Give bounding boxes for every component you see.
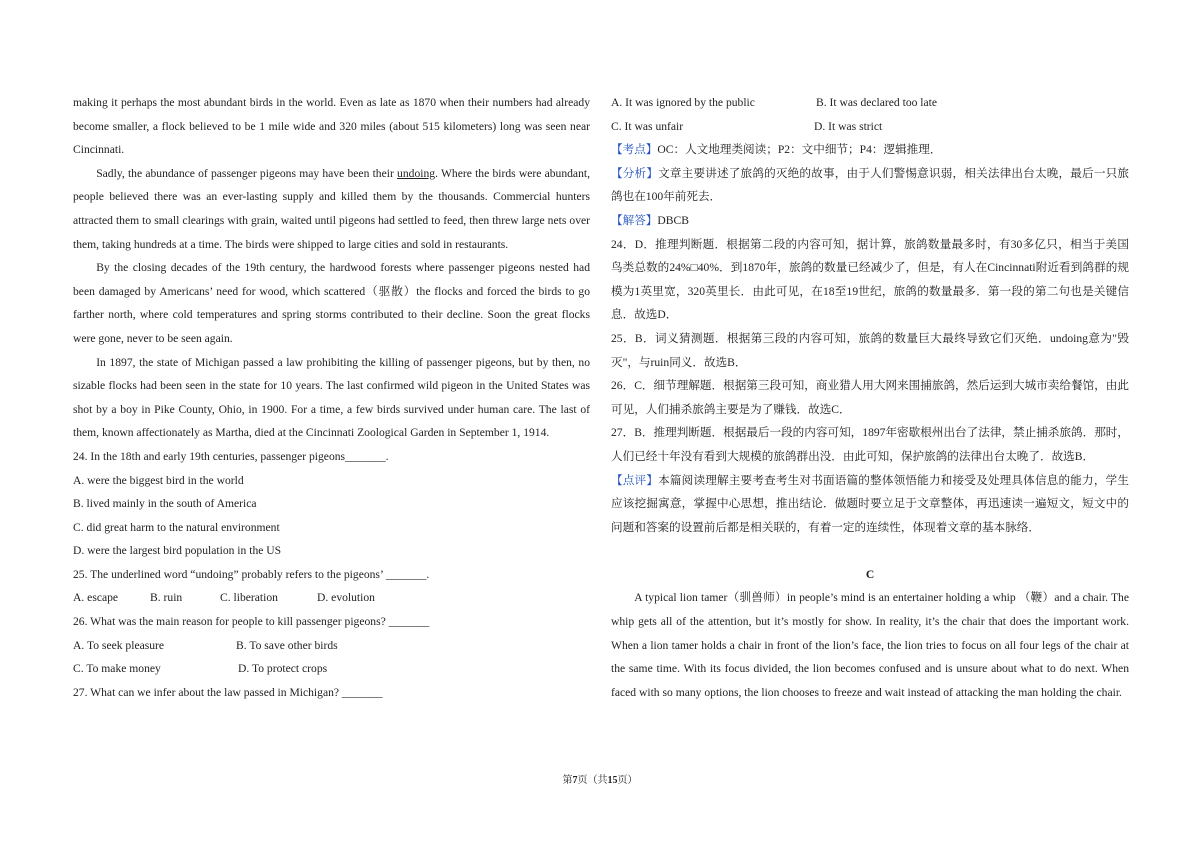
kaodian-text: OC：人文地理类阅读；P2：文中细节；P4：逻辑推理． bbox=[657, 143, 942, 157]
passage-paragraph-3: By the closing decades of the 19th century, the hardwood forests where passenger pigeons nested had been damaged by Americans’ need for wood, which scattered（驱散）the flocks and forced the birds to go farther north, where cold temperatures and spring storms contributed to their decline. Soon the great flocks were gone, never to be seen again. bbox=[73, 261, 590, 345]
q27-option-d: D. It was strict bbox=[814, 119, 883, 133]
q27-options-row-2 bbox=[611, 115, 1129, 139]
q26-option-a: A. To seek pleasure bbox=[73, 638, 165, 652]
q24-option-d: D. were the largest bird population in the US bbox=[73, 544, 282, 558]
q27-options-row-1 bbox=[611, 91, 1129, 115]
fenxi-section bbox=[611, 162, 1129, 209]
page-footer bbox=[0, 771, 1200, 786]
left-column bbox=[73, 91, 590, 704]
passage-c-paragraph: A typical lion tamer（驯兽师）in people’s mind is an entertainer holding a whip （鞭）and a chair. The whip gets all of the attention, but it’s mostly for show. In reality, it’s the chair that does the important work. When a lion tamer holds a chair in front of the lion’s face, the lion tries to focus on all four legs of the chair at the same time. With its focus divided, the lion becomes confused and is unsure about what to do next. When faced with so many options, the lion chooses to freeze and wait instead of attacking the man holding the chair. bbox=[611, 591, 1129, 699]
q26-options-row-2 bbox=[73, 657, 590, 681]
answer-26-explanation: 26．C．细节理解题．根据第三段可知，商业猎人用大网来围捕旅鸽，然后运到大城市卖给餐馆，由此可见，人们捕杀旅鸽主要是为了赚钱．故选C． bbox=[611, 379, 1129, 416]
passage-paragraph-4: In 1897, the state of Michigan passed a law prohibiting the killing of passenger pigeons, but by then, no sizable flocks had been seen in the state for 10 years. The last confirmed wild pigeon in the United States was shot by a boy in Pike County, Ohio, in 1900. For a time, a few birds survived under human care. The last of them, known affectionately as Martha, died at the Cincinnati Zoological Garden in September 1, 1914. bbox=[73, 355, 590, 440]
passage-paragraph-1: making it perhaps the most abundant birds in the world. Even as late as 1870 when their numbers had already become smaller, a flock believed to be 1 mile wide and 320 miles (about 515 kilometers) long was seen near Cincinnati. bbox=[73, 96, 590, 157]
q25-option-a: A. escape bbox=[73, 591, 119, 605]
passage-paragraph-2 bbox=[73, 162, 590, 256]
p2-text-before: Sadly, the abundance of passenger pigeons may have been their bbox=[96, 166, 398, 180]
q25-option-d: D. evolution bbox=[317, 591, 375, 605]
q24-option-c: C. did great harm to the natural environment bbox=[73, 520, 280, 534]
q26-option-c: C. To make money bbox=[73, 662, 161, 676]
kaodian-section bbox=[611, 138, 1129, 162]
q26-option-b: B. To save other birds bbox=[236, 638, 338, 652]
p2-text-after: . Where the birds were abundant, people believed there was an ever-lasting supply and killed them by the thousands. Commercial hunters attracted them to small clearings with grain, waited until pigeons had settled to feed, then threw large nets over them, taking hundreds at a time. The birds were shipped to large cities and sold in restaurants. bbox=[73, 166, 590, 251]
question-24: 24. In the 18th and early 19th centuries, passenger pigeons_______. bbox=[73, 449, 389, 463]
answer-25-explanation: 25．B．词义猜测题．根据第三段的内容可知，旅鸽的数量巨大最终导致它们灭绝．undoing意为"毁灭"，与ruin同义．故选B． bbox=[611, 331, 1129, 369]
dianping-section bbox=[611, 469, 1129, 540]
fenxi-text: 文章主要讲述了旅鸽的灭绝的故事，由于人们警惕意识弱，相关法律出台太晚，最后一只旅鸽也在100年前死去． bbox=[611, 166, 1129, 204]
footer-total-pages: 15 bbox=[607, 775, 618, 786]
jieda-section bbox=[611, 209, 1129, 233]
q27-option-c: C. It was unfair bbox=[611, 119, 684, 133]
answer-27-explanation: 27．B．推理判断题．根据最后一段的内容可知，1897年密歇根州出台了法律，禁止捕杀旅鸽．那时，人们已经十年没有看到大规模的旅鸽群出没．由此可知，保护旅鸽的法律出台太晚了．故选B． bbox=[611, 426, 1129, 463]
q24-option-a: A. were the biggest bird in the world bbox=[73, 473, 244, 487]
section-c-heading: C bbox=[865, 567, 875, 581]
q27-option-b: B. It was declared too late bbox=[816, 96, 938, 109]
jieda-tag: 【解答】 bbox=[611, 213, 658, 227]
q27-option-a: A. It was ignored by the public bbox=[611, 96, 755, 109]
q25-option-b: B. ruin bbox=[150, 591, 183, 605]
answer-24-explanation: 24．D．推理判断题．根据第二段的内容可知，据计算，旅鸽数量最多时，有30多亿只，相当于美国鸟类总数的24%□40%．到1870年，旅鸽的数量已经减少了，但是，有人在Cincinnati附近看到鸽群的规模为1英里宽，320英里长．由此可见，在18至19世纪，旅鸽的数量最多．第一段的第二句也是关键信息．故选D． bbox=[611, 237, 1129, 322]
underlined-word-undoing: undoing bbox=[397, 166, 436, 180]
jieda-text: DBCB bbox=[657, 213, 689, 227]
right-column bbox=[611, 91, 1129, 704]
footer-page-number: 7 bbox=[572, 775, 578, 786]
kaodian-tag: 【考点】 bbox=[611, 143, 658, 157]
dianping-text: 本篇阅读理解主要考查考生对书面语篇的整体领悟能力和接受及处理具体信息的能力，学生应该挖掘寓意，掌握中心思想，推出结论．做题时要立足于文章整体，再迅速读一遍短文，短文中的问题和答案的设置前后都是相关联的，有着一定的连续性，体现着文章的基本脉络． bbox=[611, 473, 1129, 534]
footer-suffix: 页） bbox=[617, 775, 638, 786]
footer-prefix: 第 bbox=[562, 775, 573, 786]
question-25: 25. The underlined word “undoing” probably refers to the pigeons’ _______. bbox=[73, 567, 430, 581]
fenxi-tag: 【分析】 bbox=[611, 166, 659, 180]
q25-options bbox=[73, 586, 590, 610]
dianping-tag: 【点评】 bbox=[611, 473, 659, 487]
q26-option-d: D. To protect crops bbox=[238, 662, 328, 676]
footer-mid: 页（共 bbox=[577, 775, 608, 786]
question-26: 26. What was the main reason for people to kill passenger pigeons? _______ bbox=[73, 615, 430, 629]
question-27: 27. What can we infer about the law passed in Michigan? _______ bbox=[73, 685, 383, 699]
section-spacer bbox=[611, 539, 1129, 563]
q25-option-c: C. liberation bbox=[220, 591, 278, 605]
q26-options-row-1 bbox=[73, 634, 590, 658]
q24-option-b: B. lived mainly in the south of America bbox=[73, 497, 257, 511]
